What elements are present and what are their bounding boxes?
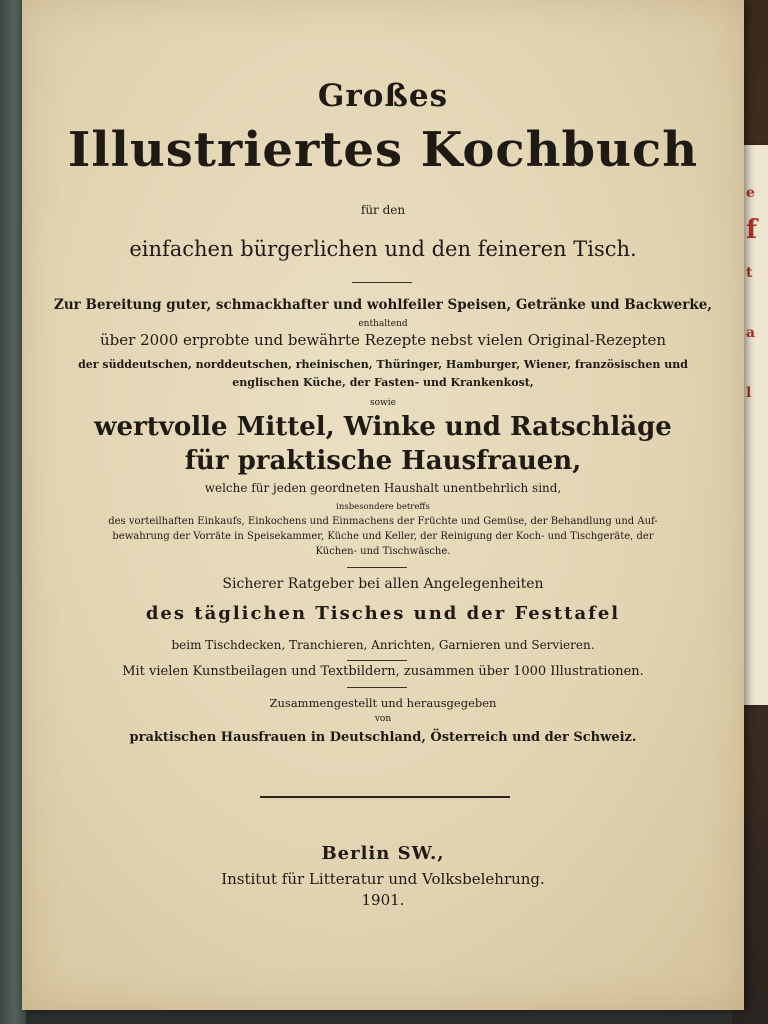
- main-title: Illustriertes Kochbuch: [67, 122, 699, 178]
- title-line-1: Großes: [317, 78, 449, 114]
- description-9: des vorteilhaften Einkaufs, Einkochens und Einmachens der Früchte und Gemüse, der Behandlung und Auf-: [108, 516, 658, 527]
- description-17: praktischen Hausfrauen in Deutschland, Österreich und der Schweiz.: [129, 730, 637, 745]
- description-8: insbesondere betreffs: [336, 502, 430, 512]
- ornamental-rule: [260, 796, 510, 798]
- sheet-fragment-3: t: [746, 265, 753, 281]
- subtitle-pre: für den: [360, 203, 406, 217]
- heading-1: wertvolle Mittel, Winke und Ratschläge: [94, 412, 672, 442]
- description-2: enthaltend: [358, 319, 408, 329]
- description-5: englischen Küche, der Fasten- und Krankenkost,: [232, 376, 534, 389]
- description-16: von: [374, 714, 392, 724]
- description-7: welche für jeden geordneten Haushalt unentbehrlich sind,: [204, 481, 562, 495]
- imprint-year: 1901.: [361, 891, 405, 909]
- divider-4: [347, 687, 407, 688]
- sheet-fragment-4: a: [746, 325, 756, 341]
- heading-2: für praktische Hausfrauen,: [184, 446, 582, 476]
- heading-3: des täglichen Tisches und der Festtafel: [145, 603, 621, 624]
- sheet-fragment-1: e: [746, 185, 755, 201]
- description-12: Sicherer Ratgeber bei allen Angelegenheiten: [222, 576, 544, 592]
- description-10: bewahrung der Vorräte in Speisekammer, Küche und Keller, der Reinigung der Koch- und Tischgeräte, der: [112, 531, 654, 542]
- description-15: Zusammengestellt und herausgegeben: [269, 696, 497, 710]
- description-14: Mit vielen Kunstbeilagen und Textbildern, zusammen über 1000 Illustrationen.: [122, 664, 644, 679]
- description-1: Zur Bereitung guter, schmackhafter und wohlfeiler Speisen, Getränke und Backwerke,: [53, 297, 713, 313]
- description-4: der süddeutschen, norddeutschen, rheinischen, Thüringer, Hamburger, Wiener, französischen und: [78, 358, 688, 371]
- description-11: Küchen- und Tischwäsche.: [315, 546, 451, 557]
- subtitle: einfachen bürgerlichen und den feineren Tisch.: [129, 237, 637, 261]
- imprint-city: Berlin SW.,: [321, 843, 445, 864]
- sheet-fragment-2: f: [746, 215, 758, 245]
- description-3: über 2000 erprobte und bewährte Rezepte nebst vielen Original-Rezepten: [100, 331, 666, 349]
- description-6: sowie: [370, 398, 396, 408]
- imprint-publisher: Institut für Litteratur und Volksbelehrung.: [221, 870, 545, 888]
- title-page: [22, 0, 744, 1010]
- description-13: beim Tischdecken, Tranchieren, Anrichten, Garnieren und Servieren.: [171, 638, 595, 652]
- divider-3: [347, 660, 407, 661]
- divider-1: [352, 282, 412, 283]
- sheet-fragment-5: l: [746, 385, 752, 401]
- adjacent-red-sheet: [742, 145, 768, 705]
- divider-2: [347, 567, 407, 568]
